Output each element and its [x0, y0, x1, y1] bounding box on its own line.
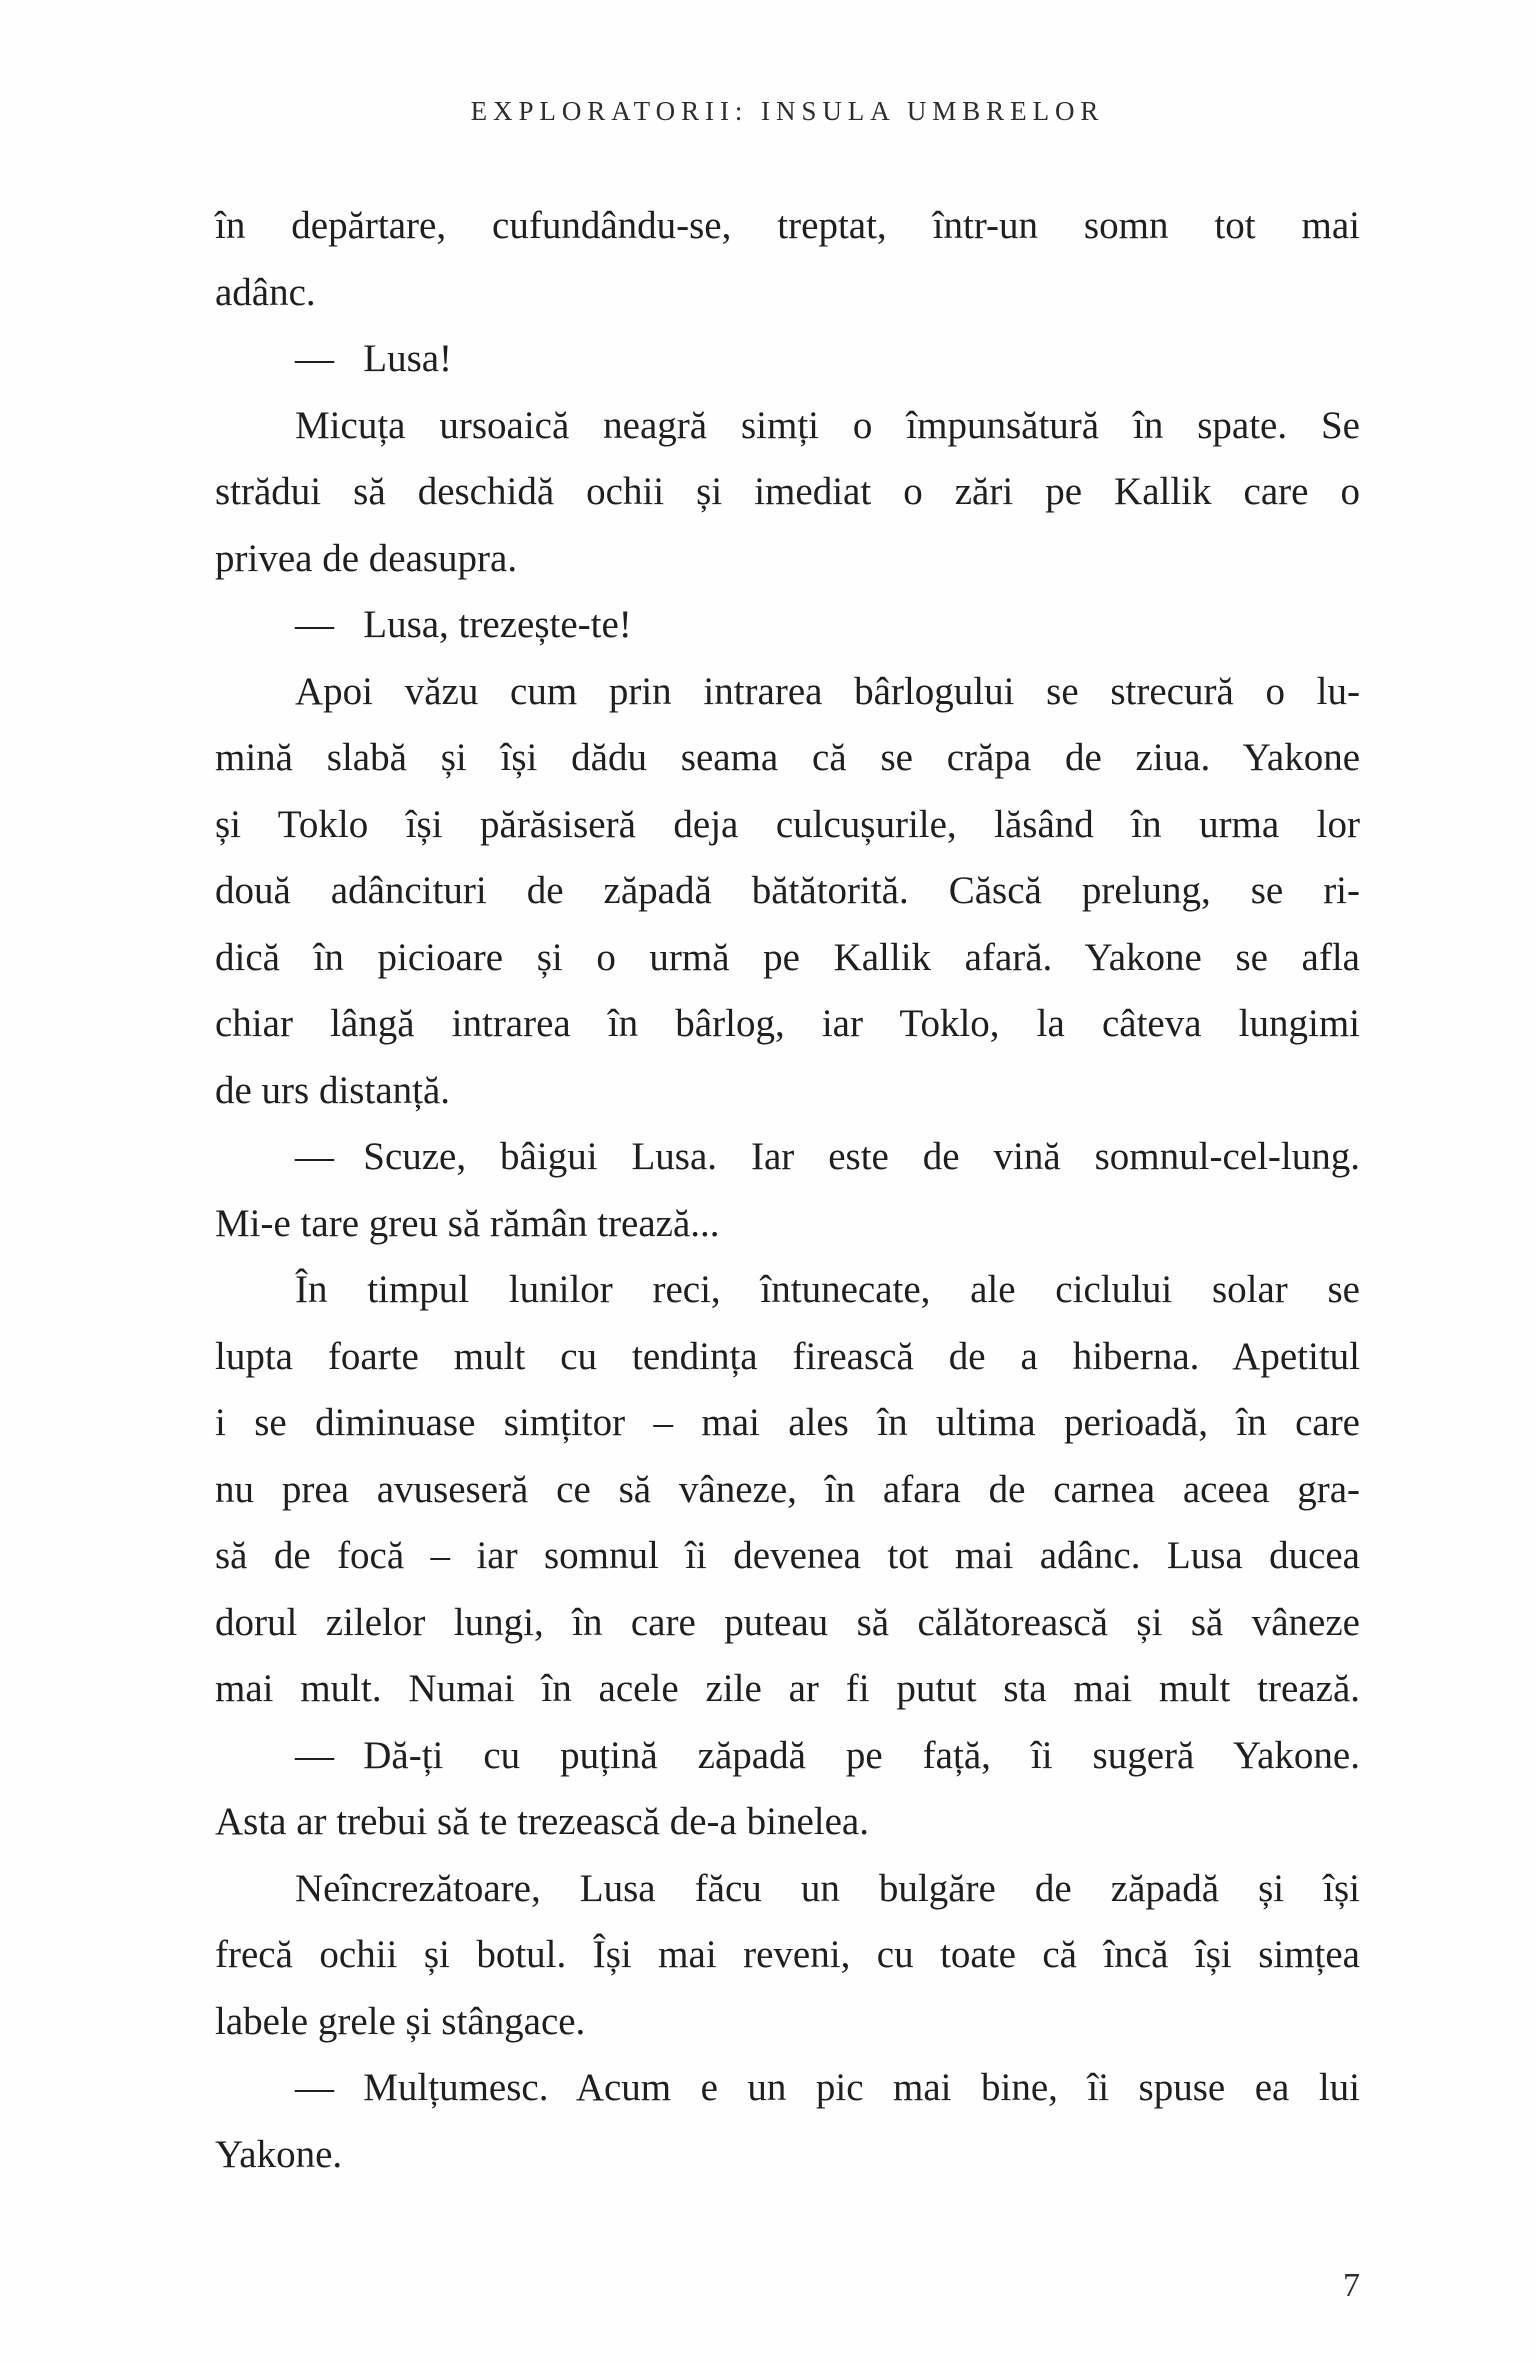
text-line: Asta ar trebui să te trezească de-a binelea.: [215, 1800, 869, 1843]
line-text: Dă-ți cu puțină zăpadă pe față, îi sugeră Yakone.: [363, 1733, 1360, 1777]
text-block: [215, 193, 1360, 2188]
text-line: de urs distanță.: [215, 1068, 451, 1112]
dialogue-line: [215, 1124, 1360, 1191]
text-line: mină slabă și își dădu seama că se crăpa de ziua. Yakone: [215, 736, 1360, 779]
page-number: 7: [1343, 2267, 1360, 2304]
line-text: Scuze, bâigui Lusa. Iar este de vină somnul-cel-lung.: [363, 1135, 1360, 1178]
text-line: Apoi văzu cum prin intrarea bârlogului se strecură o lu-: [295, 669, 1360, 713]
text-line: să de focă – iar somnul îi devenea tot mai adânc. Lusa ducea: [215, 1534, 1360, 1577]
text-line: Mi-e tare greu să rămân trează...: [215, 1201, 720, 1245]
text-line: dorul zilelor lungi, în care puteau să călătorească și să vâneze: [215, 1600, 1360, 1644]
dialogue-dash: —: [295, 1135, 334, 1178]
dialogue-dash: —: [295, 337, 334, 380]
text-line: strădui să deschidă ochii și imediat o zări pe Kallik care o: [215, 470, 1360, 513]
text-line: dică în picioare și o urmă pe Kallik afară. Yakone se afla: [215, 935, 1360, 979]
line-text: Mulțumesc. Acum e un pic mai bine, îi spuse ea lui: [363, 2066, 1360, 2109]
dialogue-line: [215, 1723, 1360, 1790]
dialogue-line: [215, 592, 1360, 659]
text-line: în depărtare, cufundându-se, treptat, într-un somn tot mai: [215, 204, 1360, 247]
text-line: nu prea avuseseră ce să vâneze, în afara de carnea aceea gra-: [215, 1467, 1360, 1511]
text-line: lupta foarte mult cu tendința firească de a hiberna. Apetitul: [215, 1334, 1360, 1378]
text-line: i se diminuase simțitor – mai ales în ultima perioadă, în care: [215, 1401, 1360, 1444]
text-line: adânc.: [215, 270, 316, 314]
dialogue-line: [215, 2055, 1360, 2122]
text-line: Micuța ursoaică neagră simți o împunsătură în spate. Se: [295, 403, 1360, 447]
text-line: Yakone.: [215, 2132, 343, 2176]
line-text: Lusa!: [363, 337, 453, 380]
text-line: și Toklo își părăsiseră deja culcușurile, lăsând în urma lor: [215, 802, 1360, 846]
dialogue-dash: —: [295, 603, 334, 646]
text-line: privea de deasupra.: [215, 536, 518, 580]
text-line: În timpul lunilor reci, întunecate, ale ciclului solar se: [295, 1268, 1360, 1311]
text-line: chiar lângă intrarea în bârlog, iar Toklo, la câteva lungimi: [215, 1002, 1360, 1045]
text-line: labele grele și stângace.: [215, 1999, 586, 2043]
text-line: frecă ochii și botul. Își mai reveni, cu toate că încă își simțea: [215, 1933, 1360, 1976]
text-line: Neîncrezătoare, Lusa făcu un bulgăre de zăpadă și își: [295, 1866, 1360, 1910]
running-header: EXPLORATORII: INSULA UMBRELOR: [470, 96, 1105, 126]
text-line: mai mult. Numai în acele zile ar fi putut sta mai mult trează.: [215, 1667, 1360, 1710]
dialogue-dash: —: [295, 2066, 334, 2109]
dialogue-line: [215, 326, 1360, 393]
dialogue-dash: —: [295, 1733, 334, 1777]
line-text: Lusa, trezește-te!: [363, 603, 632, 646]
text-line: două adâncituri de zăpadă bătătorită. Căscă prelung, se ri-: [215, 869, 1360, 912]
